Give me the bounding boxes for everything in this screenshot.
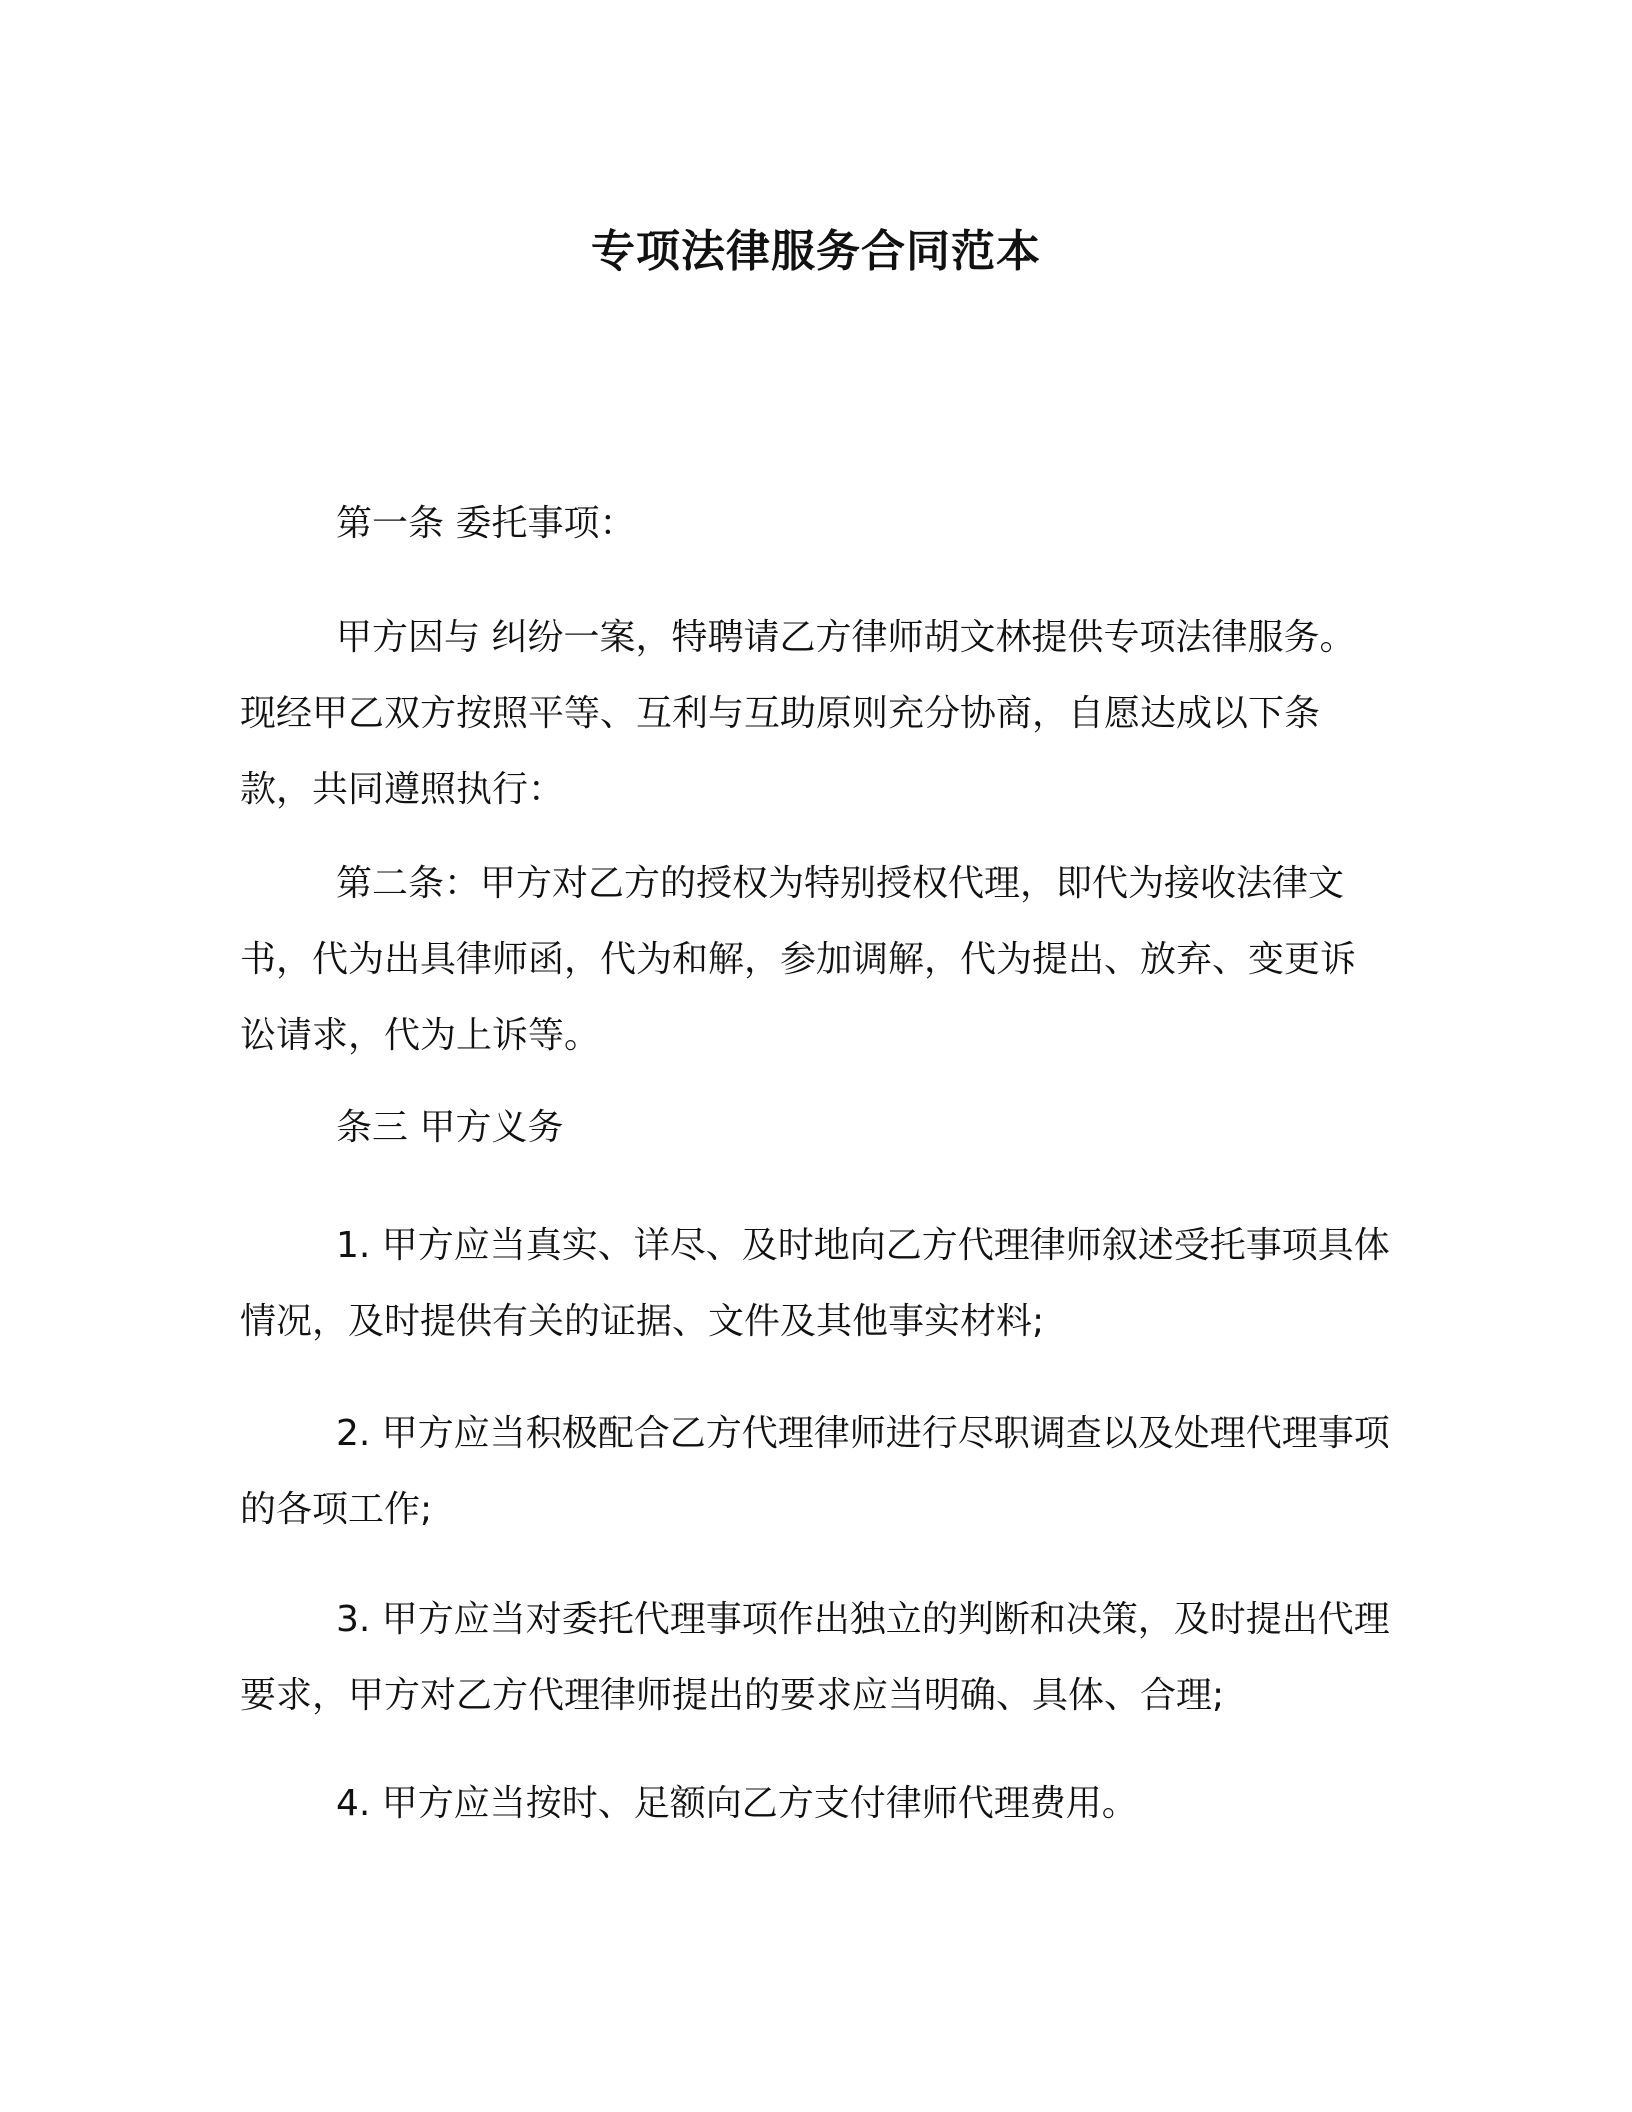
obligation-item-4: 4. 甲方应当按时、足额向乙方支付律师代理费用。 (336, 1783, 1138, 1824)
obligation-item-3: 3. 甲方应当对委托代理事项作出独立的判断和决策，及时提出代理要求，甲方对乙方代理律师提出的要求应当明确、具体、合理; (240, 1599, 1390, 1716)
obligation-item-2: 2. 甲方应当积极配合乙方代理律师进行尽职调查以及处理代理事项的各项工作; (240, 1413, 1390, 1530)
obligation-item-1: 1. 甲方应当真实、详尽、及时地向乙方代理律师叙述受托事项具体情况，及时提供有关的证据、文件及其他事实材料; (240, 1225, 1390, 1342)
document-title: 专项法律服务合同范本 (591, 226, 1041, 277)
clause-1-body: 甲方因与 纠纷一案，特聘请乙方律师胡文林提供专项法律服务。现经甲乙双方按照平等、互利与互助原则充分协商，自愿达成以下条款，共同遵照执行： (240, 617, 1356, 810)
clause-2-body: 第二条：甲方对乙方的授权为特别授权代理，即代为接收法律文书，代为出具律师函，代为和解，参加调解，代为提出、放弃、变更诉讼请求，代为上诉等。 (240, 863, 1357, 1056)
clause-3-heading: 条三 甲方义务 (336, 1107, 564, 1148)
clause-1-heading: 第一条 委托事项： (336, 503, 636, 544)
